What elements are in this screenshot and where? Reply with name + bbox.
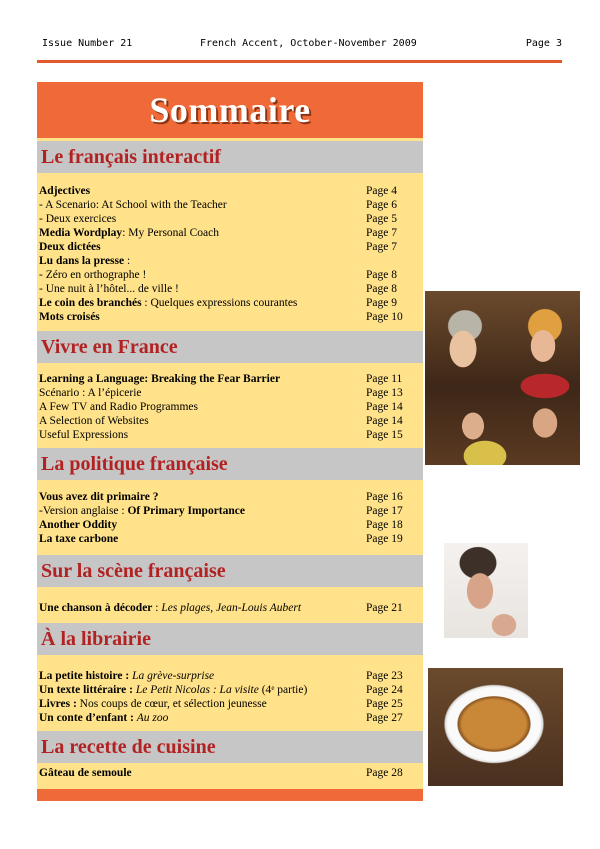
page-title: Sommaire	[149, 90, 311, 130]
entry-subtitle: Of Primary Importance	[127, 505, 245, 517]
entry-title: Deux dictées	[39, 241, 101, 253]
singer-portrait-photo	[444, 543, 528, 638]
toc-entry[interactable]	[39, 428, 423, 442]
entry-title: Un texte littéraire :	[39, 684, 133, 696]
toc-entry[interactable]	[39, 490, 423, 504]
entry-title: Media Wordplay	[39, 227, 123, 239]
entry-page: Page 6	[366, 199, 397, 211]
entry-title: Another Oddity	[39, 519, 118, 531]
publication-name: French Accent, October-November 2009	[200, 38, 417, 49]
section-title: Sur la scène française	[41, 560, 226, 582]
page-number: Page 3	[525, 38, 562, 49]
toc-entry[interactable]	[39, 414, 423, 428]
toc-entry[interactable]	[39, 198, 423, 212]
toc-entry[interactable]	[39, 184, 423, 198]
toc-entry[interactable]	[39, 386, 423, 400]
entry-title: - Une nuit à l’hôtel... de ville !	[39, 283, 179, 295]
entry-page: Page 23	[366, 670, 403, 682]
entry-subtitle: : My Personal Coach	[122, 227, 219, 239]
entry-page: Page 28	[366, 767, 403, 779]
entry-page: Page 10	[366, 311, 403, 323]
entry-page: Page 19	[366, 533, 403, 545]
toc-entry[interactable]	[39, 400, 423, 414]
entry-page: Page 16	[366, 491, 403, 503]
entry-title: Learning a Language: Breaking the Fear Barrier	[39, 373, 281, 385]
entry-title: A Few TV and Radio Programmes	[39, 401, 198, 413]
entry-page: Page 7	[366, 227, 397, 239]
section-title: Vivre en France	[41, 336, 178, 358]
bottom-bar	[37, 789, 423, 801]
group-photo	[425, 291, 580, 465]
entry-page: Page 11	[366, 373, 403, 385]
toc-subheading	[39, 254, 423, 268]
header-rule	[37, 60, 562, 63]
entry-title: Une chanson à décoder	[39, 602, 153, 614]
entry-page: Page 9	[366, 297, 397, 309]
entry-page: Page 24	[366, 684, 403, 696]
toc-entry[interactable]	[39, 601, 423, 615]
toc-entry[interactable]	[39, 296, 423, 310]
entry-part: (4	[258, 684, 272, 696]
toc-entry[interactable]	[39, 697, 423, 711]
entry-page: Page 7	[366, 241, 397, 253]
entry-title: Scénario : A l’épicerie	[39, 387, 142, 399]
section-title: La recette de cuisine	[41, 736, 216, 758]
entry-page: Page 5	[366, 213, 397, 225]
entry-page: Page 15	[366, 429, 403, 441]
entry-title: Vous avez dit primaire ?	[39, 491, 159, 503]
section-header	[37, 731, 423, 763]
entry-title: La taxe carbone	[39, 533, 119, 545]
toc-entry[interactable]	[39, 310, 423, 324]
entry-page: Page 21	[366, 602, 403, 614]
entry-page: Page 18	[366, 519, 403, 531]
entry-title: Gâteau de semoule	[39, 767, 132, 779]
section-header	[37, 141, 423, 173]
entry-subtitle: Le Petit Nicolas : La visite	[135, 684, 259, 696]
entry-page: Page 14	[366, 415, 403, 427]
section-header	[37, 623, 423, 655]
section-title: La politique française	[41, 453, 228, 475]
entry-title: Mots croisés	[39, 311, 100, 323]
entry-subtitle: : Quelques expressions courantes	[141, 297, 298, 309]
entry-part-sup: e	[271, 684, 275, 692]
entry-page: Page 25	[366, 698, 403, 710]
toc-entry[interactable]	[39, 268, 423, 282]
entry-title: Livres :	[39, 698, 77, 710]
entry-separator: :	[152, 602, 162, 614]
entry-title: La petite histoire :	[39, 670, 130, 682]
running-header	[0, 38, 600, 52]
entry-page: Page 8	[366, 269, 397, 281]
entry-title: Le coin des branchés	[39, 297, 142, 309]
toc-entry[interactable]	[39, 518, 423, 532]
section-header	[37, 448, 423, 480]
toc-entry[interactable]	[39, 226, 423, 240]
entry-subtitle: Au zoo	[136, 712, 169, 724]
toc-entry[interactable]	[39, 504, 423, 518]
title-banner	[37, 82, 423, 138]
toc-entry[interactable]	[39, 711, 423, 725]
entry-title: -Version anglaise :	[39, 505, 128, 517]
entry-page: Page 17	[366, 505, 403, 517]
entry-page: Page 13	[366, 387, 403, 399]
entry-page: Page 14	[366, 401, 403, 413]
contents-panel	[37, 82, 423, 801]
entry-title: A Selection of Websites	[39, 415, 149, 427]
entry-title: - Deux exercices	[39, 213, 117, 225]
toc-entry[interactable]	[39, 766, 423, 780]
entry-title: - A Scenario: At School with the Teacher	[39, 199, 227, 211]
issue-number: Issue Number 21	[42, 38, 133, 49]
section-title: À la librairie	[41, 628, 151, 650]
entry-title: - Zéro en orthographe !	[39, 269, 147, 281]
toc-entry[interactable]	[39, 212, 423, 226]
entry-page: Page 27	[366, 712, 403, 724]
entry-title: Un conte d’enfant :	[39, 712, 134, 724]
toc-entry[interactable]	[39, 282, 423, 296]
toc-entry[interactable]	[39, 372, 423, 386]
section-header	[37, 555, 423, 587]
entry-title: Lu dans la presse	[39, 255, 125, 267]
entry-title: Adjectives	[39, 185, 91, 197]
toc-entry[interactable]	[39, 240, 423, 254]
toc-entry[interactable]	[39, 669, 423, 683]
entry-part-end: partie)	[274, 684, 308, 696]
section-title: Le français interactif	[41, 146, 221, 168]
toc-entry[interactable]	[39, 683, 423, 697]
entry-title: Useful Expressions	[39, 429, 129, 441]
entry-subtitle: :	[124, 255, 131, 267]
entry-page: Page 8	[366, 283, 397, 295]
entry-subtitle: Les plages, Jean-Louis Aubert	[161, 602, 302, 614]
entry-page: Page 4	[366, 185, 397, 197]
toc-entry[interactable]	[39, 532, 423, 546]
section-header	[37, 331, 423, 363]
semolina-cake-photo	[428, 668, 563, 786]
entry-subtitle: Nos coups de cœur, et sélection jeunesse	[76, 698, 267, 710]
entry-subtitle: La grève-surprise	[132, 670, 215, 682]
